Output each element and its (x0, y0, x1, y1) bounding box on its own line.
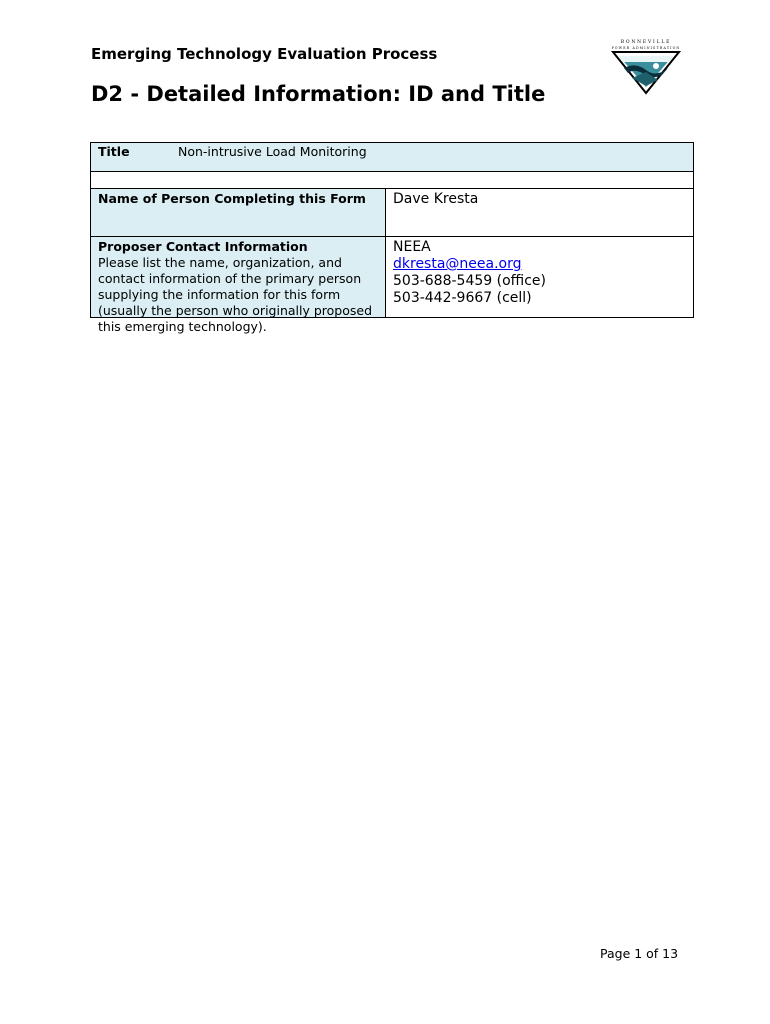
process-title: Emerging Technology Evaluation Process (91, 45, 438, 63)
contact-row (91, 237, 694, 318)
bonneville-logo (610, 40, 682, 96)
spacer-cell (91, 172, 694, 189)
name-label: Name of Person Completing this Form (98, 191, 366, 206)
contact-label: Proposer Contact Information (98, 239, 308, 254)
contact-values (386, 237, 693, 307)
logo-line1: BONNEVILLE (620, 40, 672, 45)
contact-email-link[interactable]: dkresta@neea.org (393, 256, 522, 272)
contact-value-cell[interactable] (386, 237, 694, 318)
title-row (91, 143, 694, 172)
name-label-cell (91, 189, 386, 237)
detail-form-table (90, 142, 694, 334)
title-cell (91, 143, 694, 172)
name-value[interactable]: Dave Kresta (393, 191, 479, 207)
logo-line2: POWER ADMINISTRATION (611, 46, 681, 50)
contact-org[interactable]: NEEA (393, 239, 431, 255)
name-value-cell[interactable] (386, 189, 694, 237)
name-row (91, 189, 694, 237)
title-value[interactable]: Non-intrusive Load Monitoring (178, 144, 367, 159)
logo-emblem-icon (610, 50, 682, 96)
contact-phone-cell[interactable]: 503-442-9667 (cell) (393, 290, 532, 306)
page-title: D2 - Detailed Information: ID and Title (91, 82, 546, 106)
contact-phone-office[interactable]: 503-688-5459 (office) (393, 273, 546, 289)
contact-label-cell (91, 237, 386, 334)
title-label: Title (98, 144, 130, 159)
contact-description: Please list the name, organization, and contact information of the primary person supplying the information for this form (usually the person who originally proposed this emerging technology). (98, 255, 373, 334)
spacer-row (91, 172, 694, 189)
page-number: Page 1 of 13 (600, 946, 679, 961)
contact-label-wrap (91, 237, 385, 334)
